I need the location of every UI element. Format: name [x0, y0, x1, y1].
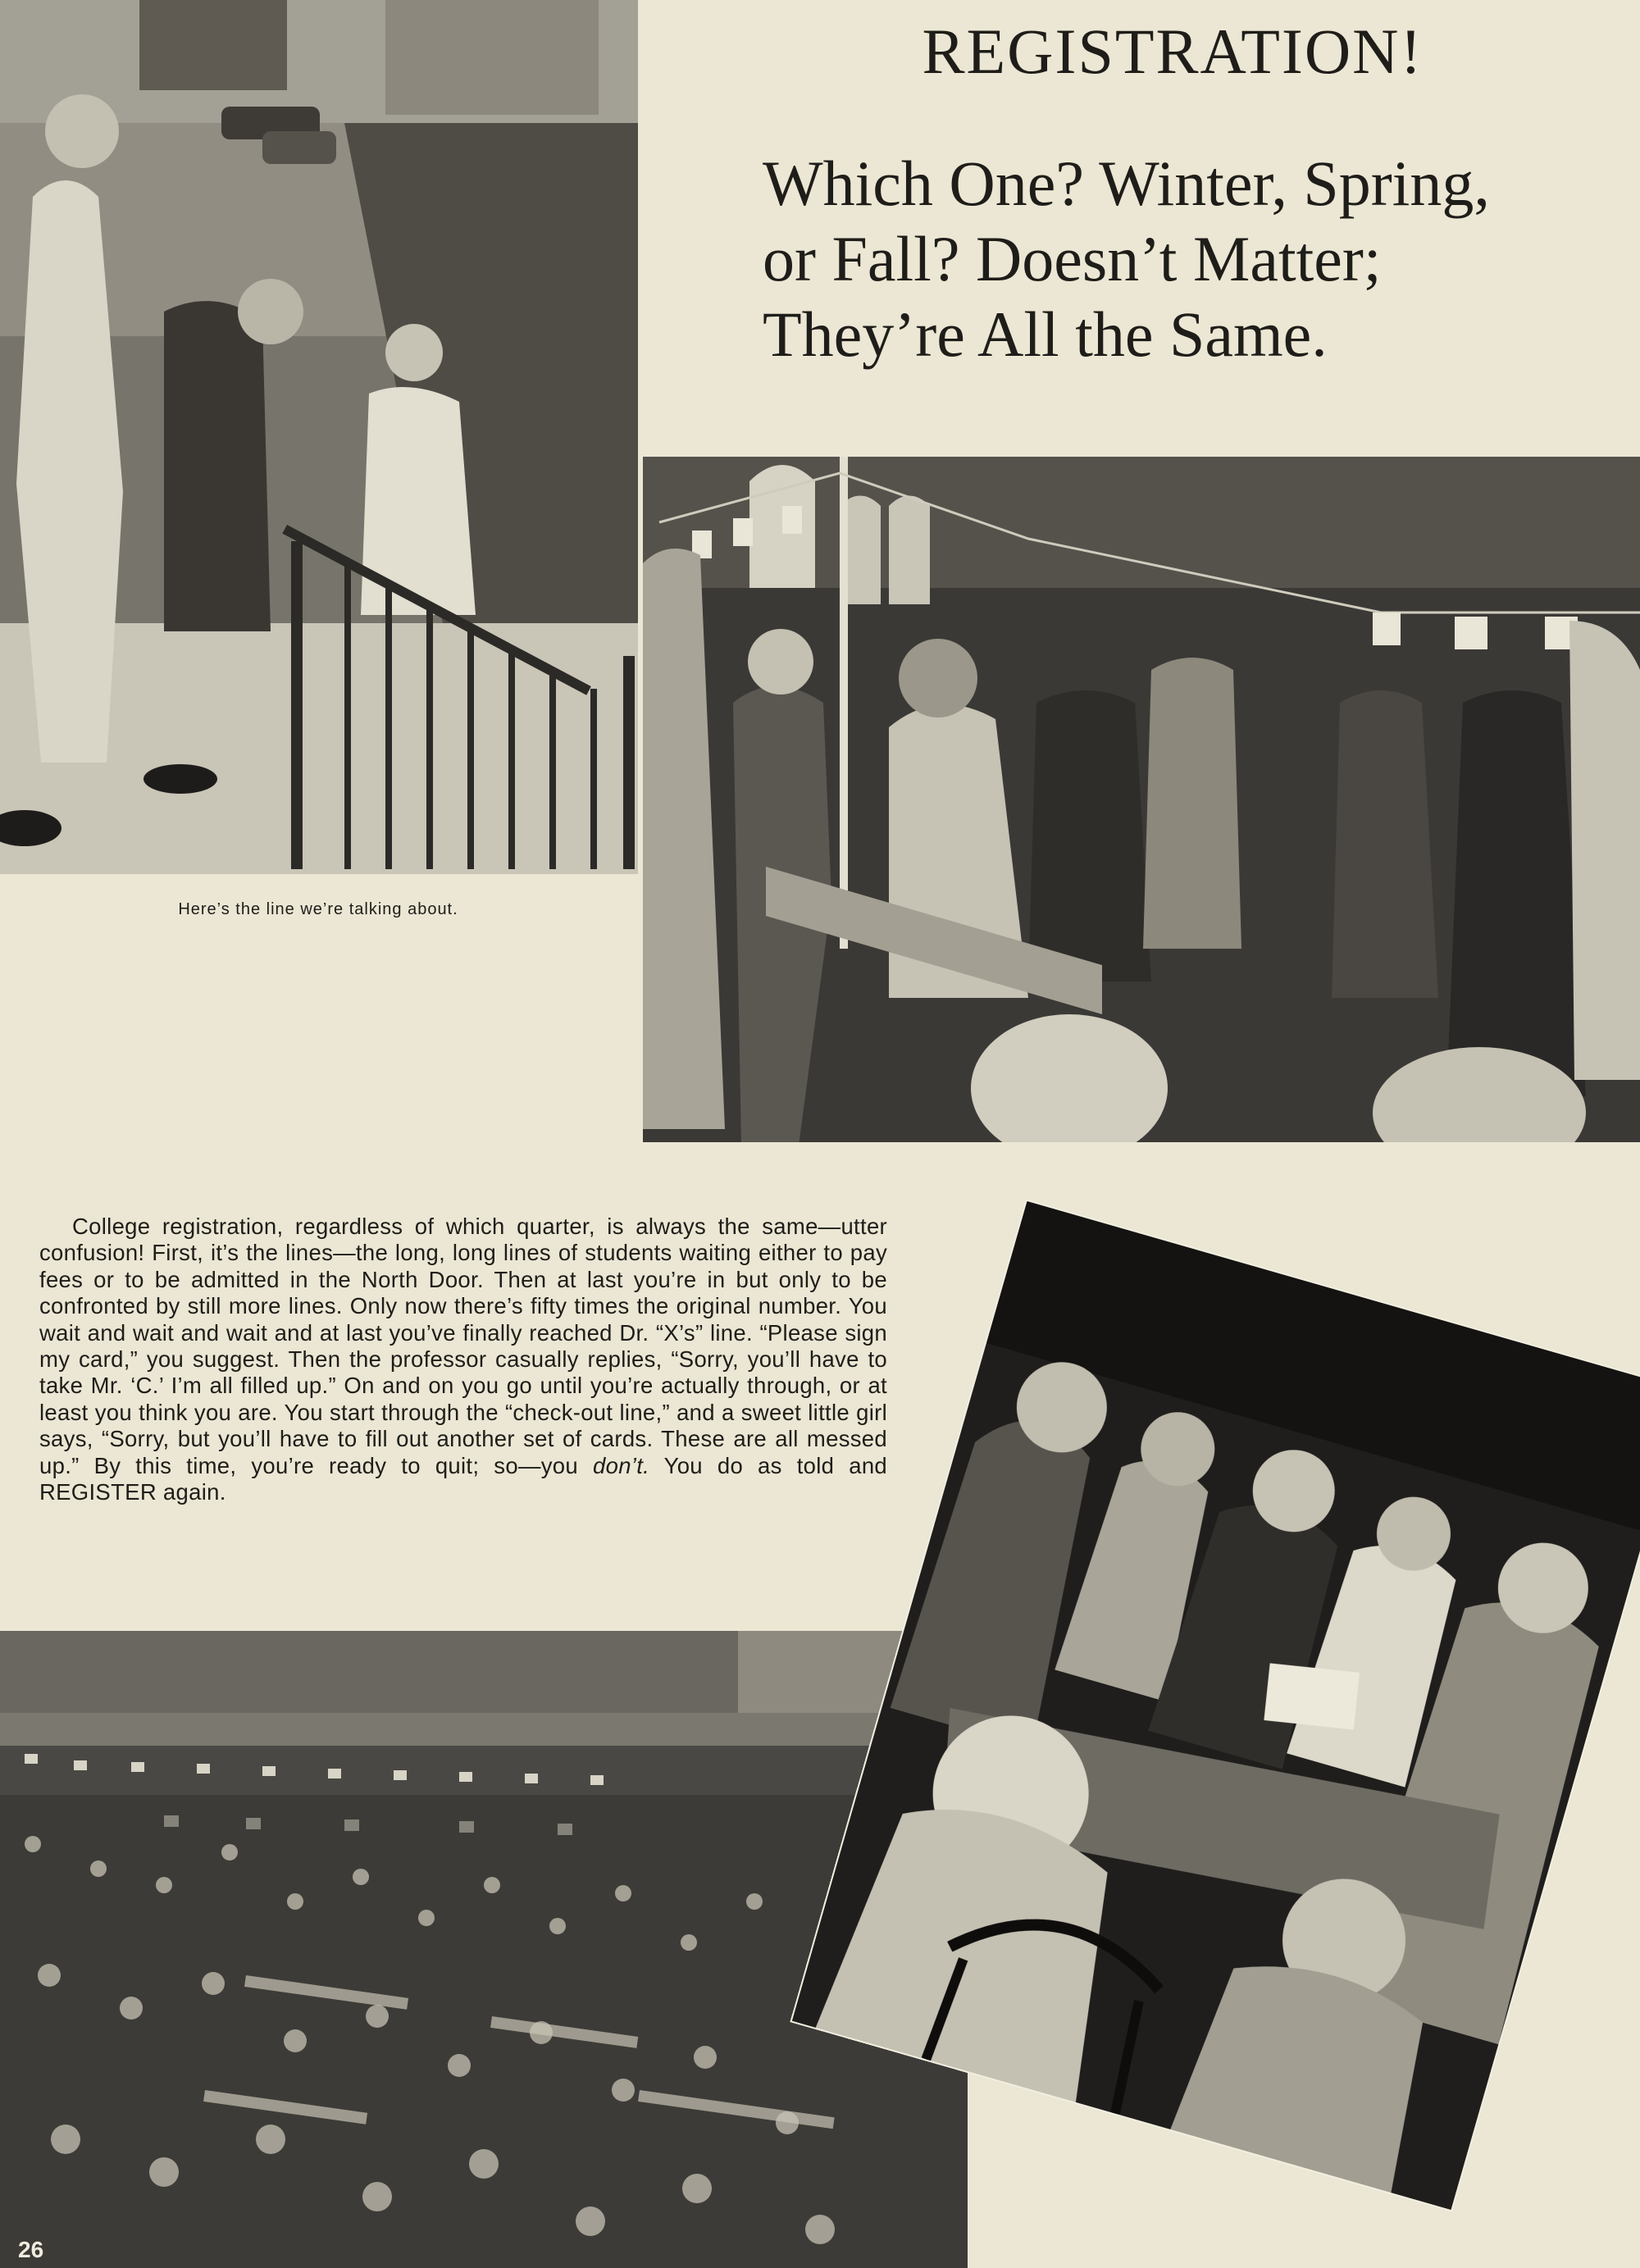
- subtitle-line: or Fall? Doesn’t Matter;: [763, 223, 1382, 294]
- subtitle-line: Which One? Winter, Spring,: [763, 148, 1490, 219]
- subtitle-line: They’re All the Same.: [763, 298, 1328, 370]
- page-number: 26: [18, 2237, 44, 2262]
- body-text-italic: don’t.: [593, 1452, 650, 1478]
- photo-registration-line: [0, 0, 638, 874]
- page-subtitle: [763, 146, 1615, 372]
- body-text-end: You do as told and REGISTER again.: [39, 1452, 888, 1505]
- body-paragraph: [39, 1214, 887, 1505]
- photo-registration-hall-image: [643, 457, 1640, 1142]
- body-text-start: College registration, regardless of which quarter, is always the same—utter confusion! First, it’s the lines—the long, long lines of students waiting either to pay fees or to be admitted in the North Door. Then at last you’re in but only to be confronted by still more lines. Only now there’s fifty times the original number. You wait and wait and wait and at last you’ve finally reached Dr. “X’s” line. “Please sign my card,” you suggest. Then the professor casually replies, “Sorry, you’ll have to take Mr. ‘C.’ I’m all filled up.” On and on you go until you’re actually through, or at least you think you are. You start through the “check-out line,” and a sweet little girl says, “Sorry, but you’ll have to fill out another set of cards. These are all messed up.” By this time, you’re ready to quit; so—you: [39, 1214, 887, 1478]
- photo-caption: Here’s the line we’re talking about.: [178, 900, 458, 918]
- photo-registration-hall: [643, 457, 1640, 1142]
- photo-registration-line-image: [0, 0, 638, 874]
- page-title: REGISTRATION!: [922, 16, 1424, 87]
